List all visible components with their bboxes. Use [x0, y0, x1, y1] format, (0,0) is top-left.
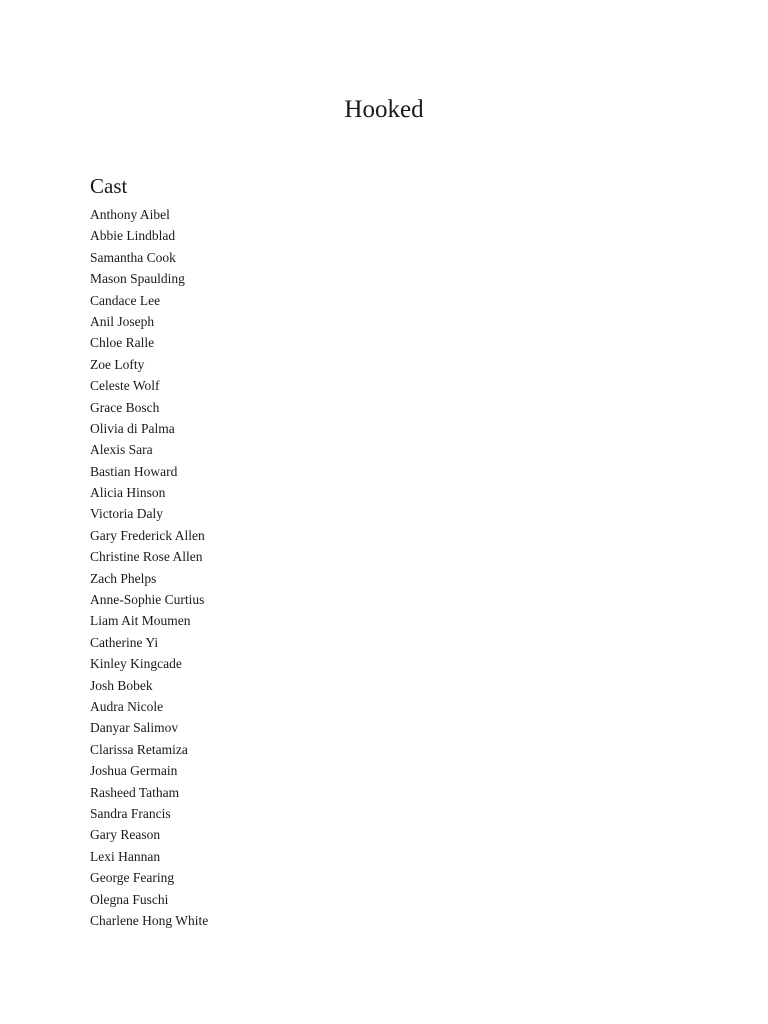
cast-member: Zach Phelps: [90, 570, 157, 586]
cast-member: Gary Reason: [90, 827, 161, 843]
cast-member: Abbie Lindblad: [90, 228, 176, 244]
cast-member: Bastian Howard: [90, 463, 178, 479]
cast-member: Anthony Aibel: [90, 207, 170, 222]
cast-member: Clarissa Retamiza: [90, 741, 188, 757]
cast-member: Josh Bobek: [90, 677, 153, 693]
cast-member: Olivia di Palma: [90, 420, 175, 436]
page-title: Hooked: [344, 96, 424, 123]
cast-member: Audra Nicole: [90, 698, 164, 714]
cast-member: Celeste Wolf: [90, 378, 160, 394]
section-heading-cast: Cast: [90, 174, 128, 198]
cast-member: Samantha Cook: [90, 249, 176, 265]
cast-member: Alexis Sara: [90, 442, 153, 458]
cast-member: Anil Joseph: [90, 313, 155, 329]
cast-member: Christine Rose Allen: [90, 549, 203, 565]
cast-member: Danyar Salimov: [90, 720, 179, 736]
cast-member: Charlene Hong White: [90, 912, 209, 928]
cast-member: Lexi Hannan: [90, 848, 161, 864]
cast-member: Liam Ait Moumen: [90, 613, 191, 629]
cast-member: George Fearing: [90, 870, 175, 886]
cast-member: Joshua Germain: [90, 763, 178, 779]
cast-member: Victoria Daly: [90, 506, 164, 522]
cast-member: Grace Bosch: [90, 399, 160, 415]
cast-member: Chloe Ralle: [90, 335, 155, 351]
cast-member: Rasheed Tatham: [90, 784, 180, 800]
cast-member: Gary Frederick Allen: [90, 527, 205, 543]
cast-member: Anne-Sophie Curtius: [90, 592, 205, 608]
cast-member: Kinley Kingcade: [90, 656, 182, 672]
cast-member: Catherine Yi: [90, 634, 159, 650]
cast-list: [90, 204, 208, 931]
cast-member: Candace Lee: [90, 292, 161, 308]
cast-member: Olegna Fuschi: [90, 891, 169, 907]
cast-member: Mason Spaulding: [90, 271, 185, 287]
cast-member: Alicia Hinson: [90, 485, 166, 501]
cast-member: Zoe Lofty: [90, 356, 145, 372]
cast-member: Sandra Francis: [90, 805, 171, 821]
